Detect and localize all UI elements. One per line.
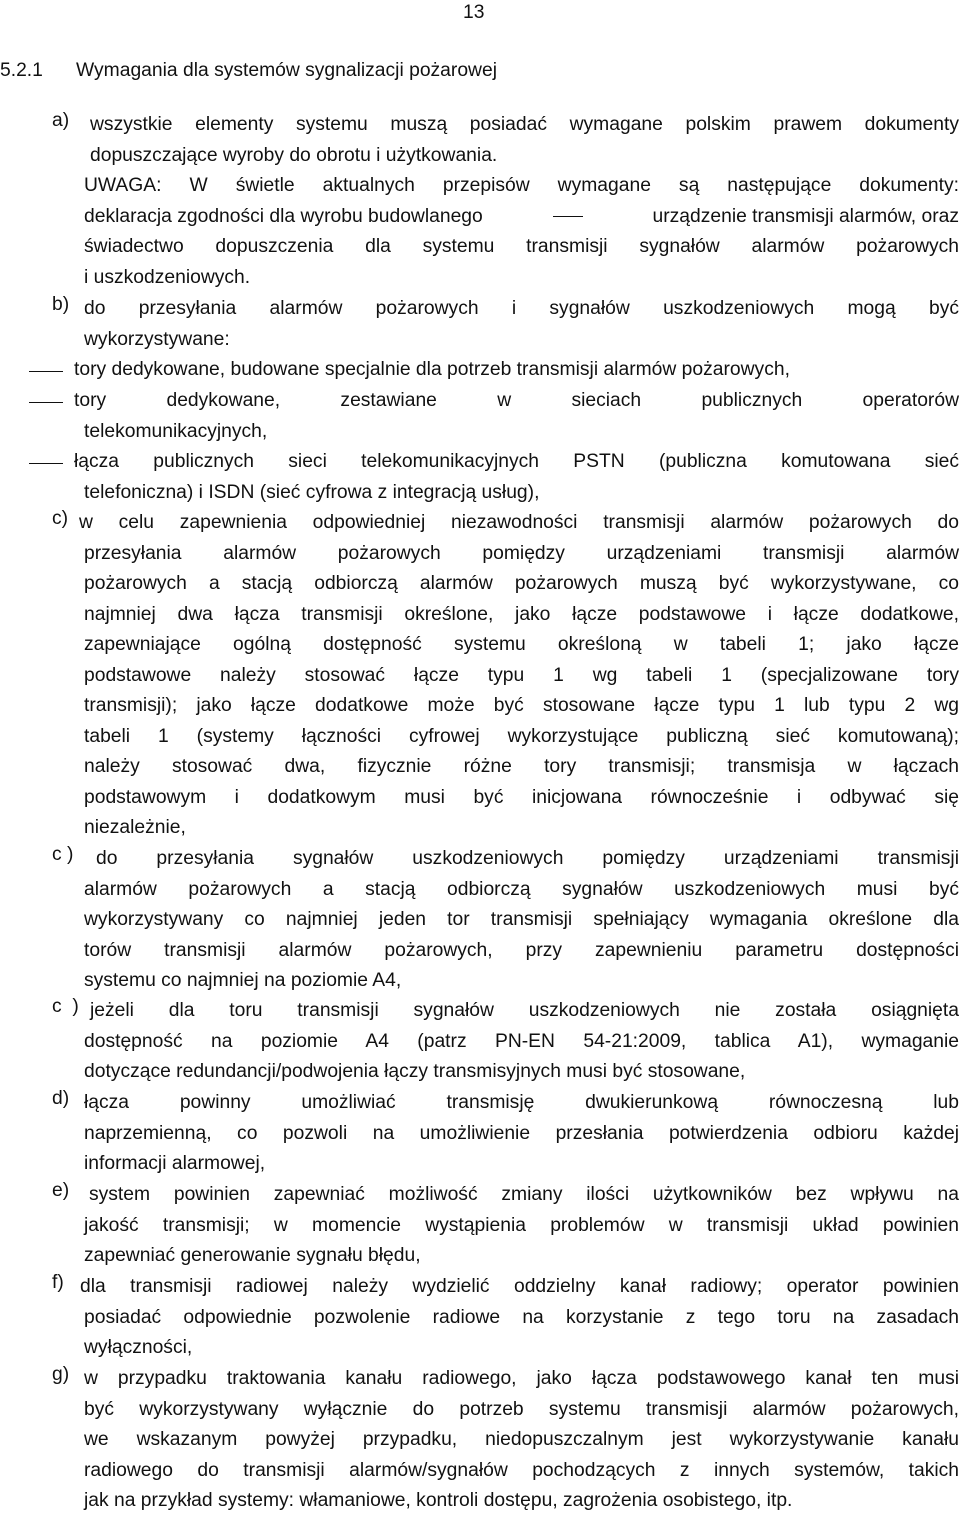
text-line: wykorzystywane: <box>84 328 230 350</box>
item-e-text <box>84 1180 959 1272</box>
text-line: wyłączności, <box>84 1337 193 1358</box>
item-marker-b: b) <box>52 294 70 315</box>
text-line: jeżeli dla toru transmisji sygnałów uszkodzeniowych nie została osiągnięta <box>90 1000 959 1021</box>
text-segment: urządzenie transmisji alarmów, oraz <box>652 205 959 227</box>
text-line: podstawowym i dodatkowym musi być inicjowana równocześnie i odbywać się <box>84 786 959 808</box>
inline-dash <box>553 216 583 217</box>
text-line: w przypadku traktowania kanału radiowego, jako łącza podstawowego kanał ten musi <box>84 1368 959 1389</box>
text-line: informacji alarmowej, <box>84 1153 266 1174</box>
dash-bullet <box>29 402 63 403</box>
text-line: dopuszczające wyroby do obrotu i użytkowania. <box>90 144 498 166</box>
item-d-text <box>84 1088 959 1180</box>
text-line: radiowego do transmisji alarmów/sygnałów pochodzących z innych systemów, takich <box>84 1459 959 1481</box>
item-marker-d: d) <box>52 1088 70 1109</box>
section-title: Wymagania dla systemów sygnalizacji pożarowej <box>76 60 497 81</box>
text-line: w celu zapewnienia odpowiedniej niezawodności transmisji alarmów pożarowych do <box>79 512 959 533</box>
item-g-text <box>84 1364 959 1517</box>
text-line: dostępność na poziomie A4 (patrz PN-EN 54-21:2009, tablica A1), wymaganie <box>84 1030 959 1052</box>
text-line: łącza publicznych sieci telekomunikacyjnych PSTN (publiczna komutowana sieć <box>74 451 959 472</box>
text-line: alarmów pożarowych a stacją odbiorczą sygnałów uszkodzeniowych musi być <box>84 878 959 900</box>
text-line: przesyłania alarmów pożarowych pomiędzy urządzeniami transmisji alarmów <box>84 542 959 564</box>
text-line: torów transmisji alarmów pożarowych, przy zapewnieniu parametru dostępności <box>84 939 959 961</box>
text-line: tory dedykowane, budowane specjalnie dla potrzeb transmisji alarmów pożarowych, <box>74 359 790 380</box>
item-f-text <box>80 1272 959 1364</box>
text-line: być wykorzystywany wyłącznie do potrzeb systemu transmisji alarmów pożarowych, <box>84 1398 959 1420</box>
text-line: niezależnie, <box>84 817 186 838</box>
text-line: jakość transmisji; w momencie wystąpienia problemów w transmisji układ powinien <box>84 1214 959 1236</box>
item-a-text <box>90 110 959 171</box>
text-line: tabeli 1 (systemy łączności cyfrowej wykorzystujące publiczną sieć komutowaną); <box>84 725 959 747</box>
section-heading <box>0 60 497 82</box>
item-marker-a: a) <box>52 110 70 131</box>
item-marker-f: f) <box>52 1272 64 1293</box>
item-b-text <box>84 294 959 355</box>
text-line: we wskazanym powyżej przypadku, niedopuszczalnym jest wykorzystywanie kanału <box>84 1429 959 1450</box>
text-line: należy stosować dwa, fizycznie różne tory transmisji; transmisja w łączach <box>84 756 959 777</box>
text-line: systemu co najmniej na poziomie A4, <box>84 970 402 991</box>
text-line: telekomunikacyjnych, <box>84 420 268 442</box>
text-line: dla transmisji radiowej należy wydzielić oddzielny kanał radiowy; operator powinien <box>80 1276 959 1297</box>
item-marker-g: g) <box>52 1364 70 1385</box>
dash-item-3 <box>74 447 959 508</box>
text-line: telefoniczna) i ISDN (sieć cyfrowa z integracją usług), <box>84 481 540 503</box>
text-line: świadectwo dopuszczenia dla systemu transmisji sygnałów alarmów pożarowych <box>84 236 959 257</box>
text-line: transmisji); jako łącze dodatkowe może być stosowane łącze typu 1 lub typu 2 wg <box>84 695 959 716</box>
dash-bullet <box>29 371 63 372</box>
text-line: podstawowe należy stosować łącze typu 1 wg tabeli 1 (specjalizowane tory <box>84 664 959 686</box>
item-marker-c: c) <box>52 508 69 529</box>
text-line: UWAGA: W świetle aktualnych przepisów wymagane są następujące dokumenty: <box>84 175 959 196</box>
text-line: dotyczące redundancji/podwojenia łączy transmisyjnych musi być stosowane, <box>84 1061 746 1082</box>
text-line: zapewniające ogólną dostępność systemu określoną w tabeli 1; jako łącze <box>84 634 959 655</box>
text-line: najmniej dwa łącza transmisji określone, jako łącze podstawowe i łącze dodatkowe, <box>84 603 959 625</box>
uwaga-note <box>84 171 959 293</box>
item-c-text <box>79 508 959 844</box>
text-line: zapewniać generowanie sygnału błędu, <box>84 1245 421 1266</box>
dash-item-2 <box>74 386 959 447</box>
text-line: jak na przykład systemy: włamaniowe, kontroli dostępu, zagrożenia osobistego, itp. <box>84 1490 793 1511</box>
item-marker-e: e) <box>52 1180 70 1201</box>
text-line: pożarowych a stacją odbiorczą alarmów pożarowych muszą być wykorzystywane, co <box>84 573 959 594</box>
item-marker-c-double-prime: c ) <box>52 996 79 1017</box>
text-line: system powinien zapewniać możliwość zmiany ilości użytkowników bez wpływu na <box>89 1184 959 1205</box>
page-number: 13 <box>463 2 485 23</box>
text-line: posiadać odpowiednie pozwolenie radiowe na korzystanie z tego toru na zasadach <box>84 1306 959 1328</box>
dash-item-1 <box>74 355 959 386</box>
text-line: łącza powinny umożliwiać transmisję dwukierunkową równoczesną lub <box>84 1092 959 1113</box>
dash-bullet <box>29 463 63 464</box>
text-line: naprzemienną, co pozwoli na umożliwienie przesłania potwierdzenia odbioru każdej <box>84 1122 959 1144</box>
section-number: 5.2.1 <box>0 60 43 81</box>
item-marker-c-prime: c ) <box>52 844 74 865</box>
text-line: i uszkodzeniowych. <box>84 266 251 288</box>
text-segment: deklaracja zgodności dla wyrobu budowlanego <box>84 205 483 227</box>
text-line: do przesyłania alarmów pożarowych i sygnałów uszkodzeniowych mogą być <box>84 298 959 319</box>
item-c-double-prime-text <box>84 996 959 1088</box>
text-line <box>84 202 959 233</box>
text-line: wykorzystywany co najmniej jeden tor transmisji spełniający wymagania określone dla <box>84 909 959 930</box>
text-line: do przesyłania sygnałów uszkodzeniowych pomiędzy urządzeniami transmisji <box>96 848 959 869</box>
item-c-prime-text <box>84 844 959 997</box>
text-line: wszystkie elementy systemu muszą posiadać wymagane polskim prawem dokumenty <box>90 114 959 135</box>
text-line: tory dedykowane, zestawiane w sieciach publicznych operatorów <box>74 390 959 411</box>
